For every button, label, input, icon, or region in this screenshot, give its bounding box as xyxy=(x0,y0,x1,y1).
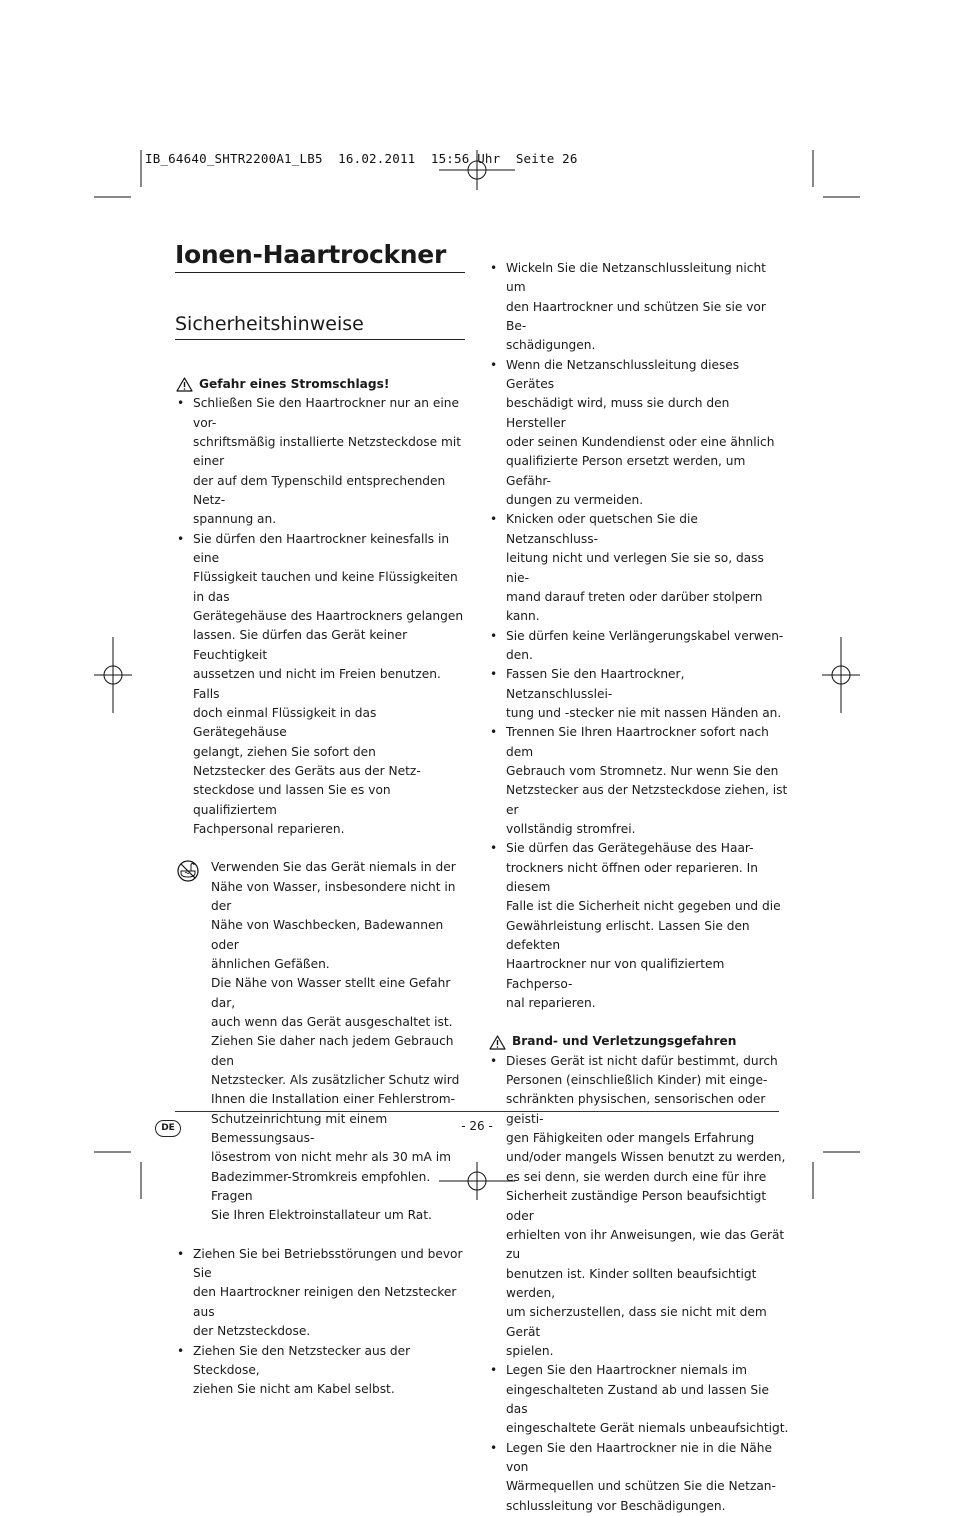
list-item: • Ziehen Sie den Netzstecker aus der Steckdose, ziehen Sie nicht am Kabel selbst. xyxy=(176,1342,468,1400)
section-underline xyxy=(175,339,465,340)
water-warning-text: Verwenden Sie das Gerät niemals in der Nähe von Wasser, insbesondere nicht in der Nähe von Waschbecken, Badewannen oder ähnlichen Gefäßen. Die Nähe von Wasser stellt eine Gefahr dar, auch wenn das Gerät ausgeschaltet ist. Ziehen Sie daher nach jedem Gebrauch den Netzstecker. Als zusätzlicher Schutz wird Ihnen die Installation einer Fehlerstrom- Schutzeinrichtung mit einem Bemessungsaus- lösestrom von nicht mehr als 30 mA im Badezimmer-Stromkreis empfohlen. Fragen Sie Ihren Elektroinstallateur um Rat. xyxy=(211,860,460,1223)
right-bullets-1 xyxy=(489,259,789,1013)
water-warning-note xyxy=(176,858,468,1226)
title-underline xyxy=(175,272,465,273)
footer-rule xyxy=(175,1111,779,1112)
warning-triangle-icon xyxy=(489,1035,506,1050)
list-item: • Trennen Sie Ihren Haartrockner sofort nach dem Gebrauch vom Stromnetz. Nur wenn Sie den Netzstecker aus der Netzsteckdose ziehen, ist er vollständig stromfrei. xyxy=(489,723,789,839)
language-badge: DE xyxy=(155,1120,181,1137)
list-item: • Ziehen Sie bei Betriebsstörungen und bevor Sie den Haartrockner reinigen den Netzstecker aus der Netzsteckdose. xyxy=(176,1245,468,1342)
list-item: • Sie dürfen das Gerätegehäuse des Haar- trockners nicht öffnen oder reparieren. In diesem Falle ist die Sicherheit nicht gegeben und die Gewährleistung erlischt. Lassen Sie den defekten Haartrockner nur von qualifiziertem Fachperso- nal reparieren. xyxy=(489,839,789,1013)
right-column xyxy=(489,259,789,1516)
warning-triangle-icon xyxy=(176,377,193,392)
fire-warning-heading xyxy=(489,1032,789,1051)
list-item: • Dieses Gerät ist nicht dafür bestimmt, durch Personen (einschließlich Kinder) mit einge- schränkten physischen, sensorischen oder geisti- gen Fähigkeiten oder mangels Erfahrung und/oder mangels Wissen benutzt zu werden, es sei denn, sie werden durch eine für ihre Sicherheit zuständige Person beaufsichtigt oder erhielten von ihr Anweisungen, wie das Gerät zu benutzen ist. Kinder sollten beaufsichtigt werden, um sicherzustellen, dass sie nicht mit dem Gerät spielen. xyxy=(489,1052,789,1362)
section-title: Sicherheitshinweise xyxy=(175,313,364,335)
list-item: • Knicken oder quetschen Sie die Netzanschluss- leitung nicht und verlegen Sie sie so, dass nie- mand darauf treten oder darüber stolpern kann. xyxy=(489,510,789,626)
list-item: • Sie dürfen keine Verlängerungskabel verwen- den. xyxy=(489,627,789,666)
list-item: • Legen Sie den Haartrockner niemals im eingeschalteten Zustand ab und lassen Sie das eingeschaltete Gerät niemals unbeaufsichtigt. xyxy=(489,1361,789,1438)
electric-warning-label: Gefahr eines Stromschlags! xyxy=(199,377,390,391)
no-water-bathtub-icon xyxy=(176,860,200,882)
list-item: • Legen Sie den Haartrockner nie in die Nähe von Wärmequellen und schützen Sie die Netzan- schlussleitung vor Beschädigungen. xyxy=(489,1439,789,1516)
list-item: • Fassen Sie den Haartrockner, Netzanschlusslei- tung und -stecker nie mit nassen Händen an. xyxy=(489,665,789,723)
list-item: • Schließen Sie den Haartrockner nur an eine vor- schriftsmäßig installierte Netzsteckdose mit einer der auf dem Typenschild entsprechenden Netz- spannung an. xyxy=(176,394,468,529)
page-number: - 26 - xyxy=(461,1119,493,1133)
page-title: Ionen-Haartrockner xyxy=(175,240,446,269)
list-item: • Sie dürfen den Haartrockner keinesfalls in eine Flüssigkeit tauchen und keine Flüssigkeiten in das Gerätegehäuse des Haartrockners gelangen lassen. Sie dürfen das Gerät keiner Feuchtigkeit aussetzen und nicht im Freien benutzen. Falls doch einmal Flüssigkeit in das Gerätegehäuse gelangt, ziehen Sie sofort den Netzstecker des Geräts aus der Netz- steckdose und lassen Sie es von qualifiziertem Fachpersonal reparieren. xyxy=(176,530,468,840)
list-item: • Wenn die Netzanschlussleitung dieses Gerätes beschädigt wird, muss sie durch den Hersteller oder seinen Kundendienst oder eine ähnlich qualifizierte Person ersetzt werden, um Gefähr- dungen zu vermeiden. xyxy=(489,356,789,511)
left-column xyxy=(176,375,468,1400)
left-bullets-2 xyxy=(176,1245,468,1400)
electric-warning-heading xyxy=(176,375,468,394)
print-info-line: IB_64640_SHTR2200A1_LB5 16.02.2011 15:56 Uhr Seite 26 xyxy=(145,151,578,166)
list-item: • Wickeln Sie die Netzanschlussleitung nicht um den Haartrockner und schützen Sie sie vor Be- schädigungen. xyxy=(489,259,789,356)
left-bullets-1 xyxy=(176,394,468,839)
fire-warning-label: Brand- und Verletzungsgefahren xyxy=(512,1034,737,1049)
